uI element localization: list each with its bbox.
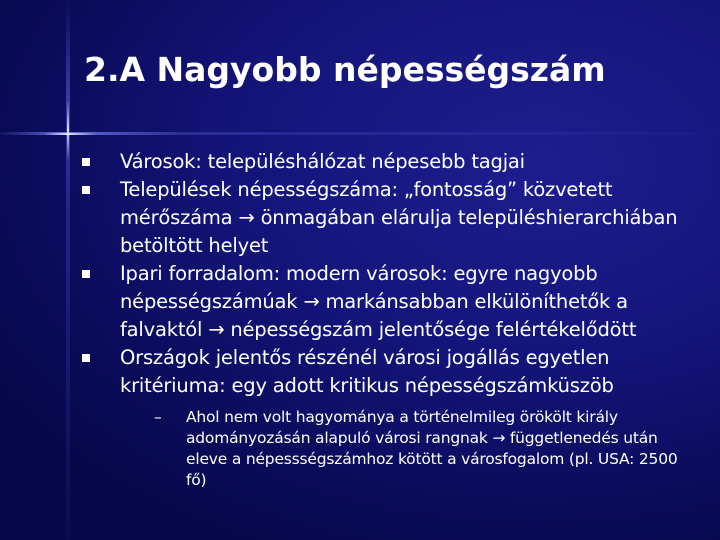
- sparkle-vertical: [67, 100, 69, 160]
- bullet-item-countries: [82, 344, 682, 491]
- bullet-text: Országok jelentős részénél városi jogállás egyetlen kritériuma: egy adott kritikus népességszámküszöb: [120, 346, 614, 397]
- square-bullet-icon: [82, 270, 90, 278]
- bullet-list: [82, 148, 682, 491]
- sub-bullet-item: [120, 407, 682, 491]
- decorative-horizontal-line: [0, 132, 720, 135]
- square-bullet-icon: [82, 186, 90, 194]
- bullet-item-population: [82, 176, 682, 260]
- slide-title: 2.A Nagyobb népességszám: [84, 50, 606, 89]
- bullet-text: Városok: településhálózat népesebb tagjai: [120, 150, 525, 173]
- decorative-vertical-line: [66, 0, 70, 540]
- sub-bullet-text: Ahol nem volt hagyománya a történelmileg örökölt király adományozásán alapuló városi rangnak → függetlenedés után eleve a népessségszámhoz kötött a városfogalom (pl. USA: 2500 fő): [186, 408, 678, 489]
- sparkle-horizontal: [44, 133, 96, 135]
- bullet-item-industrial-revolution: [82, 260, 682, 344]
- square-bullet-icon: [82, 158, 90, 166]
- bullet-item-cities: [82, 148, 682, 176]
- dash-bullet: –: [154, 408, 162, 426]
- bullet-text: Települések népességszáma: „fontosság” közvetett mérőszáma → önmagában elárulja településhierarchiában betöltött helyet: [120, 178, 678, 257]
- bullet-text: Ipari forradalom: modern városok: egyre nagyobb népességszámúak → markánsabban elkülöníthetők a falvaktól → népességszám jelentősége felértékelődött: [120, 262, 637, 341]
- square-bullet-icon: [82, 354, 90, 362]
